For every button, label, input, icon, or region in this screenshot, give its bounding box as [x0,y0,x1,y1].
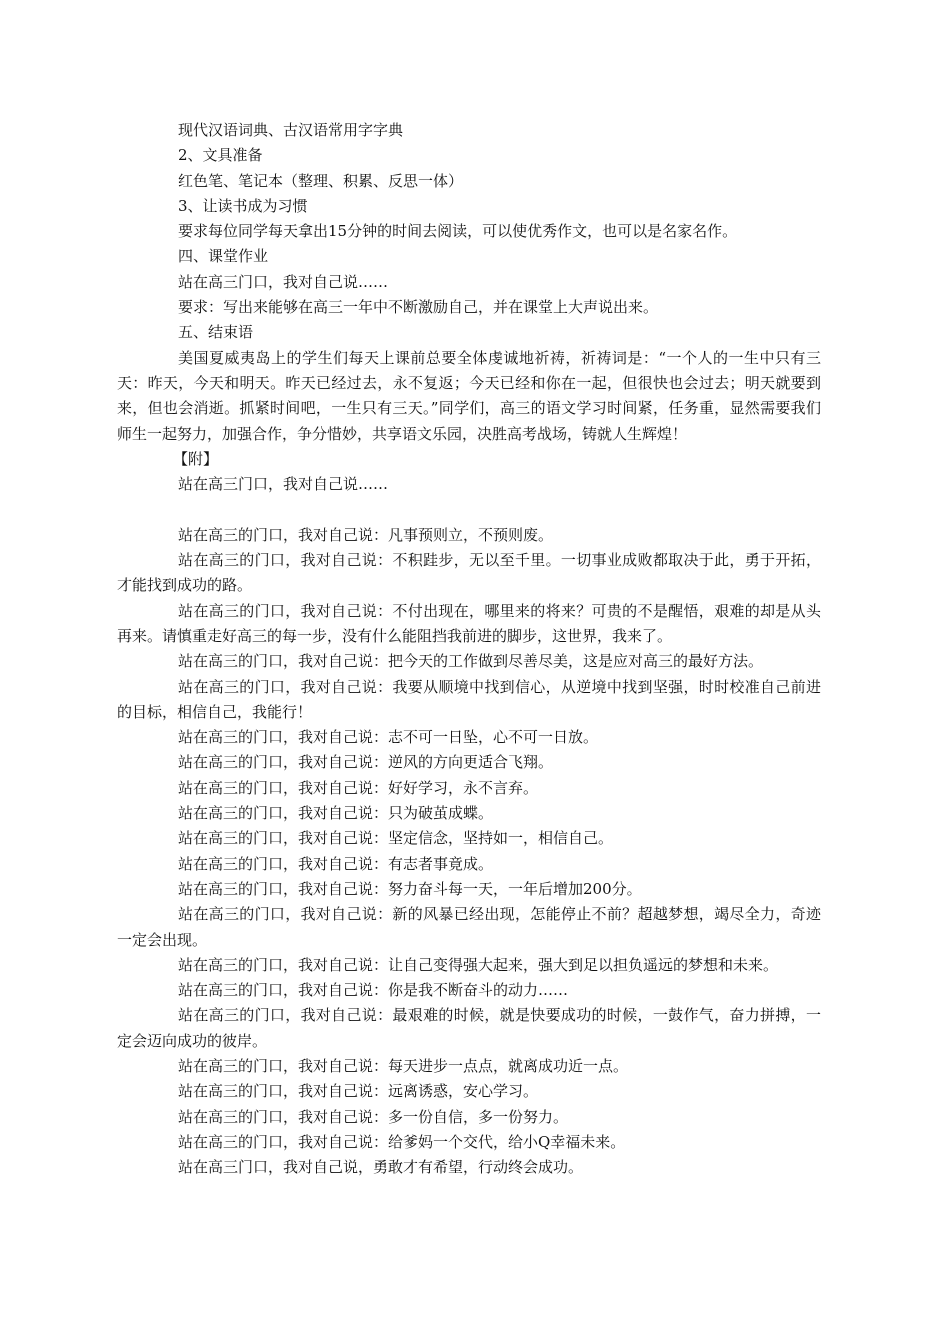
paragraph: 站在高三的门口，我对自己说：让自己变得强大起来，强大到足以担负遥远的梦想和未来。 [178,955,779,974]
paragraph: 站在高三的门口，我对自己说：多一份自信，多一份努力。 [178,1107,569,1126]
paragraph: 站在高三的门口，我对自己说：逆风的方向更适合飞翔。 [178,753,554,772]
paragraph: 3、让读书成为习惯 [178,196,308,215]
paragraph: 站在高三的门口，我对自己说：志不可一日坠，心不可一日放。 [178,728,599,747]
paragraph: 站在高三的门口，我对自己说：最艰难的时候，就是快要成功的时候，一鼓作气，奋力拼搏，一定会迈向成功的彼岸。 [117,1006,821,1050]
paragraph: 四、课堂作业 [178,247,269,266]
paragraph: 五、结束语 [178,323,254,342]
paragraph: 站在高三的门口，我对自己说：给爹妈一个交代，给小Q幸福未来。 [178,1132,626,1151]
paragraph: 美国夏威夷岛上的学生们每天上课前总要全体虔诚地祈祷，祈祷词是：“一个人的一生中只有三天：昨天，今天和明天。昨天已经过去，永不复返；今天已经和你在一起，但很快也会过去；明天就要到来，但也会消逝。抓紧时间吧，一生只有三天。”同学们，高三的语文学习时间紧，任务重，显然需要我们师生一起努力，加强合作，争分惜妙，共享语文乐园，决胜高考战场，铸就人生辉煌！ [117,348,821,443]
document-page [117,118,821,1180]
paragraph: 站在高三的门口，我对自己说：只为破茧成蝶。 [178,804,494,823]
paragraph: 现代汉语词典、古汉语常用字字典 [178,121,404,139]
paragraph: 站在高三门口，我对自己说…… [178,475,389,494]
paragraph: 站在高三的门口，我对自己说：我要从顺境中找到信心，从逆境中找到坚强，时时校准自己前进的目标，相信自己，我能行！ [117,677,821,721]
paragraph: 站在高三门口，我对自己说…… [178,272,389,291]
paragraph: 要求：写出来能够在高三一年中不断激励自己，并在课堂上大声说出来。 [178,298,659,317]
paragraph: 站在高三的门口，我对自己说：新的风暴已经出现，怎能停止不前？超越梦想，竭尽全力，奇迹一定会出现。 [117,905,821,949]
paragraph: 站在高三的门口，我对自己说：坚定信念，坚持如一，相信自己。 [178,829,614,848]
paragraph: 2、文具准备 [178,146,263,165]
paragraph: 【附】 [173,449,219,468]
paragraph: 站在高三的门口，我对自己说：不积跬步，无以至千里。一切事业成败都取决于此，勇于开拓，才能找到成功的路。 [117,551,821,595]
paragraph: 站在高三的门口，我对自己说：你是我不断奋斗的动力…… [178,981,569,1000]
paragraph: 站在高三的门口，我对自己说：不付出现在，哪里来的将来？可贵的不是醒悟，艰难的却是从头再来。请慎重走好高三的每一步，没有什么能阻挡我前进的脚步，这世界，我来了。 [117,601,821,645]
paragraph: 站在高三的门口，我对自己说：凡事预则立，不预则废。 [178,525,554,544]
paragraph: 站在高三的门口，我对自己说：把今天的工作做到尽善尽美，这是应对高三的最好方法。 [178,652,764,671]
paragraph: 站在高三门口，我对自己说，勇敢才有希望，行动终会成功。 [178,1158,584,1177]
paragraph: 站在高三的门口，我对自己说：有志者事竟成。 [178,854,494,873]
paragraph: 红色笔、笔记本（整理、积累、反思一体） [178,171,464,190]
paragraph: 站在高三的门口，我对自己说：好好学习，永不言弃。 [178,778,539,797]
blank-line [117,497,821,522]
paragraph: 站在高三的门口，我对自己说：远离诱惑，安心学习。 [178,1082,539,1101]
paragraph: 站在高三的门口，我对自己说：每天进步一点点，就离成功近一点。 [178,1056,629,1075]
paragraph: 站在高三的门口，我对自己说：努力奋斗每一天，一年后增加200分。 [178,879,642,898]
paragraph: 要求每位同学每天拿出15分钟的时间去阅读，可以使优秀作文，也可以是名家名作。 [178,222,738,241]
